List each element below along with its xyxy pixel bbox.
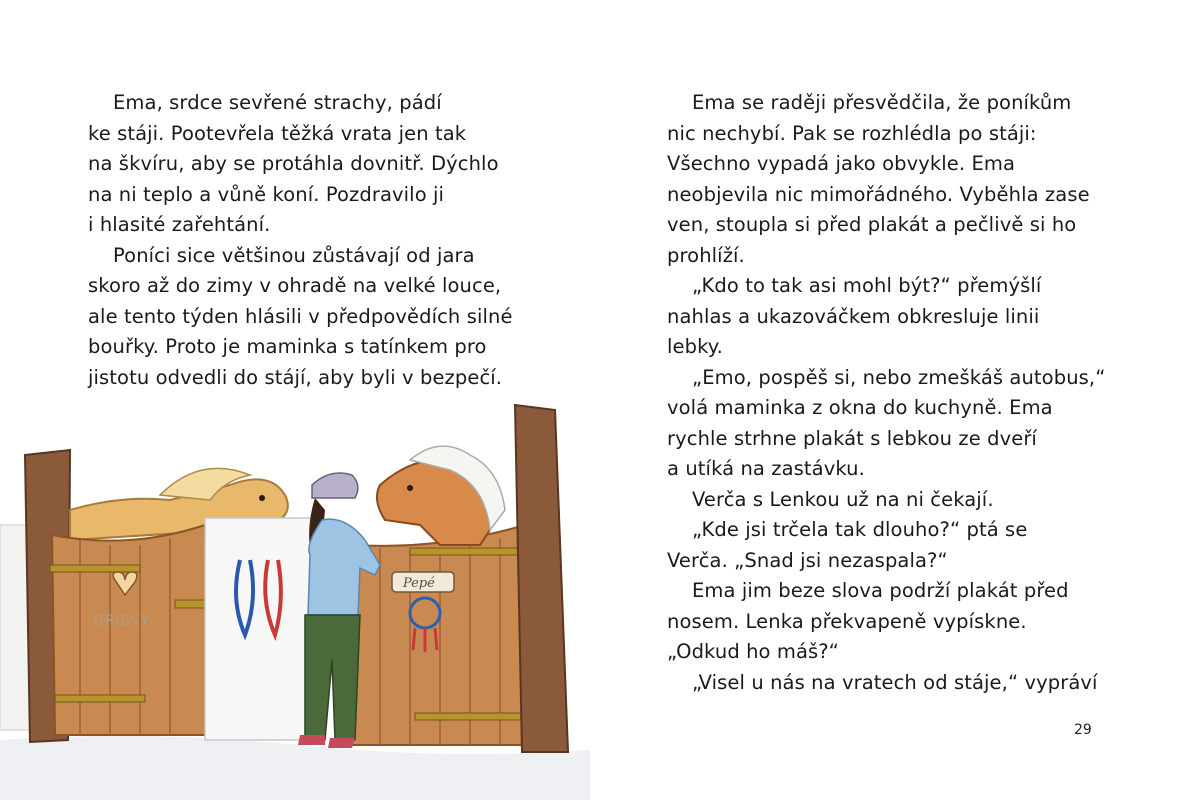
left-text-column bbox=[88, 88, 528, 393]
text-line: lebky. bbox=[667, 335, 723, 358]
paragraph bbox=[667, 485, 1107, 516]
text-line: Verča. „Snad jsi nezaspala?“ bbox=[667, 548, 948, 572]
right-text-column bbox=[667, 88, 1107, 698]
paragraph bbox=[667, 668, 1107, 699]
stall-name-grissy: GRISSY bbox=[93, 613, 151, 629]
stall-door-pepe bbox=[352, 525, 530, 745]
text-line: na škvíru, aby se protáhla dovnitř. Dýchlo bbox=[88, 152, 499, 175]
text-line: Verča s Lenkou už na ni čekají. bbox=[692, 487, 994, 511]
stable-illustration bbox=[0, 400, 590, 800]
stall-name-pepe: Pepé bbox=[403, 576, 435, 591]
text-line: Ema jim beze slova podrží plakát před bbox=[692, 579, 1069, 602]
text-line: Ema se raději přesvědčila, že poníkům bbox=[692, 91, 1072, 114]
text-line: Ema, srdce sevřené strachy, pádí bbox=[113, 91, 442, 114]
text-line: volá maminka z okna do kuchyně. Ema bbox=[667, 396, 1053, 419]
text-line: a utíká na zastávku. bbox=[667, 457, 865, 480]
text-line: Všechno vypadá jako obvykle. Ema bbox=[667, 152, 1016, 175]
paragraph bbox=[667, 88, 1107, 271]
paragraph bbox=[667, 363, 1107, 485]
paragraph bbox=[88, 88, 528, 241]
paragraph bbox=[88, 241, 528, 394]
text-line: bouřky. Proto je maminka s tatínkem pro bbox=[88, 335, 487, 358]
text-line: „Kde jsi trčela tak dlouho?“ ptá se bbox=[692, 518, 1028, 541]
text-line: na ni teplo a vůně koní. Pozdravilo ji bbox=[88, 182, 445, 206]
text-line: skoro až do zimy v ohradě na velké louce, bbox=[88, 274, 502, 297]
text-line: nahlas a ukazováčkem obkresluje linii bbox=[667, 304, 1040, 328]
paragraph bbox=[667, 271, 1107, 363]
text-line: ale tento týden hlásili v předpovědích silné bbox=[88, 304, 513, 328]
chestnut-pony bbox=[377, 446, 505, 545]
text-line: ven, stoupla si před plakát a pečlivě si ho bbox=[667, 213, 1077, 236]
text-line: „Odkud ho máš?“ bbox=[667, 640, 839, 663]
paragraph bbox=[667, 515, 1107, 576]
paragraph bbox=[667, 576, 1107, 668]
text-line: i hlasité zařehtání. bbox=[88, 213, 271, 236]
text-line: neobjevila nic mimořádného. Vyběhla zase bbox=[667, 182, 1090, 206]
text-line: „Visel u nás na vratech od stáje,“ vypráví bbox=[692, 670, 1098, 694]
text-line: „Kdo to tak asi mohl být?“ přemýšlí bbox=[692, 274, 1042, 297]
text-line: nic nechybí. Pak se rozhlédla po stáji: bbox=[667, 121, 1037, 145]
text-line: nosem. Lenka překvapeně vypískne. bbox=[667, 609, 1027, 633]
stall-door-grissy bbox=[50, 525, 210, 735]
text-line: prohlíží. bbox=[667, 243, 745, 267]
page-number: 29 bbox=[1074, 722, 1092, 738]
text-line: ke stáji. Pootevřela těžká vrata jen tak bbox=[88, 121, 467, 145]
text-line: Poníci sice většinou zůstávají od jara bbox=[113, 243, 475, 267]
text-line: jistotu odvedli do stájí, aby byli v bezpečí. bbox=[88, 365, 503, 389]
text-line: „Emo, pospěš si, nebo zmeškáš autobus,“ bbox=[692, 365, 1106, 389]
text-line: rychle strhne plakát s lebkou ze dveří bbox=[667, 426, 1037, 450]
